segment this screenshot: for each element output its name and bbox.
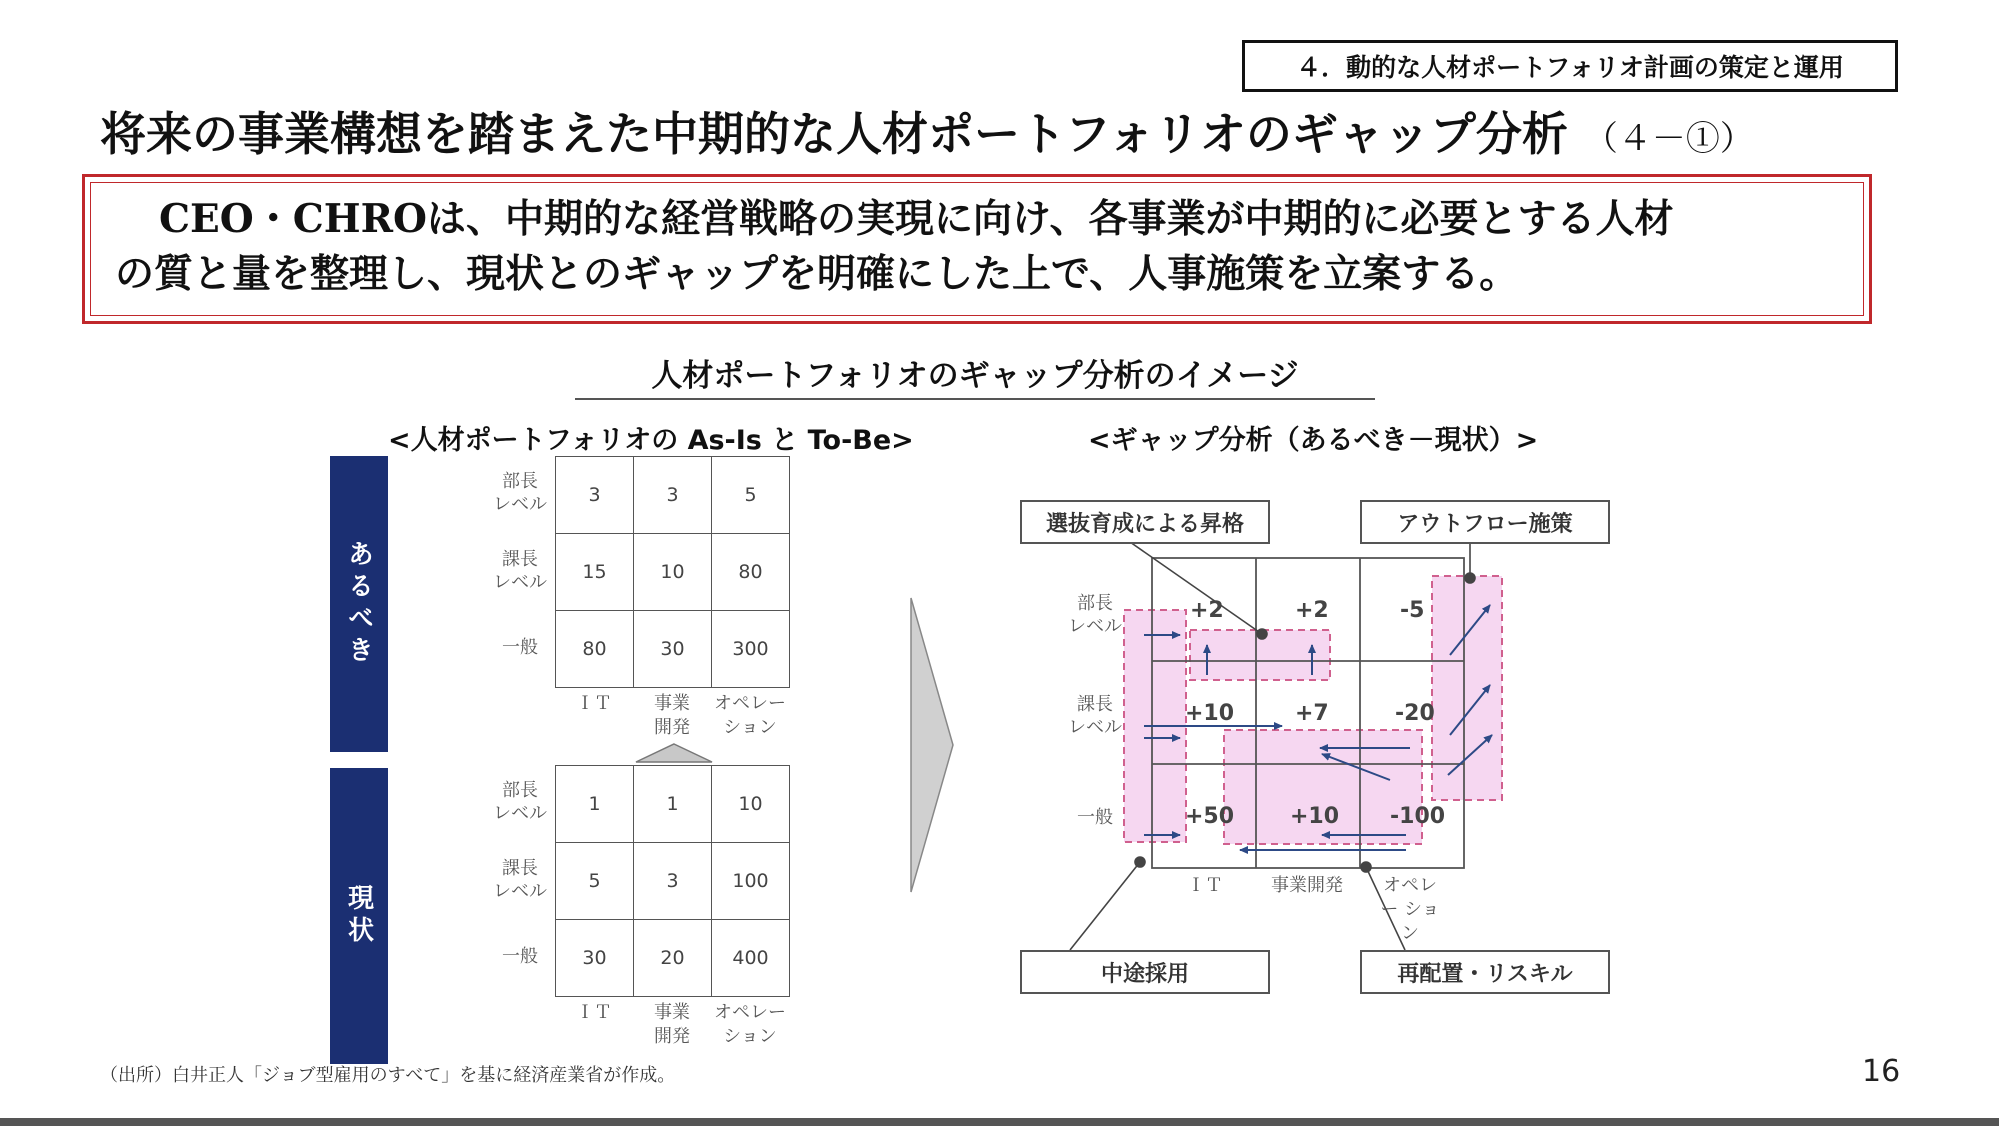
gap-value: -5 — [1400, 598, 1425, 623]
grid-cell: 100 — [712, 843, 790, 920]
col-label-line: 事業 — [654, 693, 690, 714]
page-number: 16 — [1862, 1054, 1901, 1089]
gap-value: +7 — [1295, 701, 1329, 726]
row-label-line: 部長 — [502, 780, 538, 801]
gap-col-label-ope: オペレー ション — [1380, 875, 1440, 944]
col-label-line: オペレー — [714, 1002, 786, 1023]
big-chevron-arrow-icon — [908, 595, 956, 895]
page-title-suffix: （４－①） — [1583, 119, 1754, 159]
gap-row-label-bucho — [1065, 592, 1125, 638]
gap-diagram — [1000, 480, 1650, 1020]
col-label-line: ＩＴ — [576, 1002, 612, 1023]
to-be-row-label-kacho — [490, 548, 550, 594]
gap-value: +50 — [1185, 804, 1235, 829]
row-label-line: 部長 — [1077, 593, 1113, 614]
figure-title: 人材ポートフォリオのギャップ分析のイメージ — [651, 358, 1299, 394]
callout-redeploy: 再配置・リスキル — [1360, 950, 1610, 994]
grid-cell: 10 — [712, 766, 790, 843]
as-is-row-label-kacho — [490, 857, 550, 903]
row-label-line: レベル — [493, 572, 547, 593]
as-is-grid — [555, 765, 790, 997]
col-label-line: ション — [723, 717, 777, 738]
grid-cell: 5 — [712, 457, 790, 534]
grid-cell: 300 — [712, 611, 790, 688]
row-label-line: レベル — [493, 494, 547, 515]
figure-title-underline — [575, 398, 1375, 400]
grid-cell: 5 — [556, 843, 634, 920]
table-row — [556, 534, 790, 611]
to-be-label: あるべき — [330, 456, 388, 752]
gap-analysis-heading: <ギャップ分析（あるべき－現状）> — [1088, 425, 1539, 456]
grid-cell: 30 — [634, 611, 712, 688]
as-is-col-label-ope — [711, 1001, 789, 1049]
table-row — [556, 611, 790, 688]
as-is-row-label-ippan — [490, 945, 550, 968]
source-note: （出所）白井正人「ジョブ型雇用のすべて」を基に経済産業省が作成。 — [100, 1065, 676, 1086]
up-triangle-icon — [634, 742, 714, 764]
as-is-row-label-bucho — [490, 779, 550, 825]
as-is-col-label-jigyo — [633, 1001, 711, 1049]
summary-line-2: の質と量を整理し、現状とのギャップを明確にした上で、人事施策を立案する。 — [115, 252, 1519, 297]
table-row — [556, 766, 790, 843]
col-label-line: 開発 — [654, 1026, 690, 1047]
grid-cell: 3 — [634, 843, 712, 920]
grid-cell: 1 — [634, 766, 712, 843]
page-title — [100, 98, 1754, 164]
bottom-rule — [0, 1118, 1999, 1126]
grid-cell: 3 — [634, 457, 712, 534]
gap-col-label-it: ＩＴ — [1187, 875, 1223, 896]
row-label-line: 課長 — [1077, 694, 1113, 715]
col-label-line: ション — [723, 1026, 777, 1047]
gap-value: +2 — [1190, 598, 1224, 623]
to-be-col-label-it — [555, 692, 633, 716]
grid-cell: 3 — [556, 457, 634, 534]
row-label-line: 課長 — [502, 549, 538, 570]
as-is-label: 現状 — [330, 768, 388, 1064]
callout-mid-career: 中途採用 — [1020, 950, 1270, 994]
to-be-row-label-bucho — [490, 470, 550, 516]
grid-cell: 80 — [712, 534, 790, 611]
gap-value: +10 — [1185, 701, 1235, 726]
page-title-main: 将来の事業構想を踏まえた中期的な人材ポートフォリオのギャップ分析 — [100, 107, 1568, 161]
to-be-grid — [555, 456, 790, 688]
col-label-line: ＩＴ — [576, 693, 612, 714]
grid-cell: 400 — [712, 920, 790, 997]
row-label-line: 一般 — [502, 637, 538, 658]
grid-cell: 15 — [556, 534, 634, 611]
row-label-line: 課長 — [502, 858, 538, 879]
grid-cell: 1 — [556, 766, 634, 843]
gap-row-label-kacho — [1065, 693, 1125, 739]
as-is-col-label-it — [555, 1001, 633, 1025]
row-label-line: 一般 — [502, 946, 538, 967]
col-label-line: オペレー — [714, 693, 786, 714]
grid-cell: 20 — [634, 920, 712, 997]
table-row — [556, 457, 790, 534]
col-label-line: 事業 — [654, 1002, 690, 1023]
as-is-to-be-heading: <人材ポートフォリオの As-Is と To-Be> — [388, 425, 914, 456]
to-be-col-label-ope — [711, 692, 789, 740]
gap-value: -100 — [1390, 804, 1446, 829]
row-label-line: 部長 — [502, 471, 538, 492]
grid-cell: 10 — [634, 534, 712, 611]
summary-box — [82, 174, 1872, 324]
row-label-line: レベル — [1068, 717, 1122, 738]
to-be-col-label-jigyo — [633, 692, 711, 740]
grid-cell: 80 — [556, 611, 634, 688]
section-tag: ４．動的な人材ポートフォリオ計画の策定と運用 — [1242, 40, 1898, 92]
callout-outflow: アウトフロー施策 — [1360, 500, 1610, 544]
to-be-row-label-ippan — [490, 636, 550, 659]
col-label-line: 開発 — [654, 717, 690, 738]
row-label-line: レベル — [1068, 616, 1122, 637]
grid-cell: 30 — [556, 920, 634, 997]
summary-text — [90, 182, 1864, 316]
outflow-region — [1432, 576, 1502, 800]
gap-row-label-ippan — [1065, 806, 1125, 829]
table-row — [556, 920, 790, 997]
table-row — [556, 843, 790, 920]
row-label-line: レベル — [493, 803, 547, 824]
gap-col-label-jigyo: 事業開発 — [1271, 875, 1343, 896]
summary-line-1: CEO・CHROは、中期的な経営戦略の実現に向け、各事業が中期的に必要とする人材 — [159, 196, 1674, 242]
gap-value: +2 — [1295, 598, 1329, 623]
gap-value: +10 — [1290, 804, 1340, 829]
callout-promotion: 選抜育成による昇格 — [1020, 500, 1270, 544]
row-label-line: 一般 — [1077, 807, 1113, 828]
gap-value: -20 — [1395, 701, 1435, 726]
row-label-line: レベル — [493, 881, 547, 902]
